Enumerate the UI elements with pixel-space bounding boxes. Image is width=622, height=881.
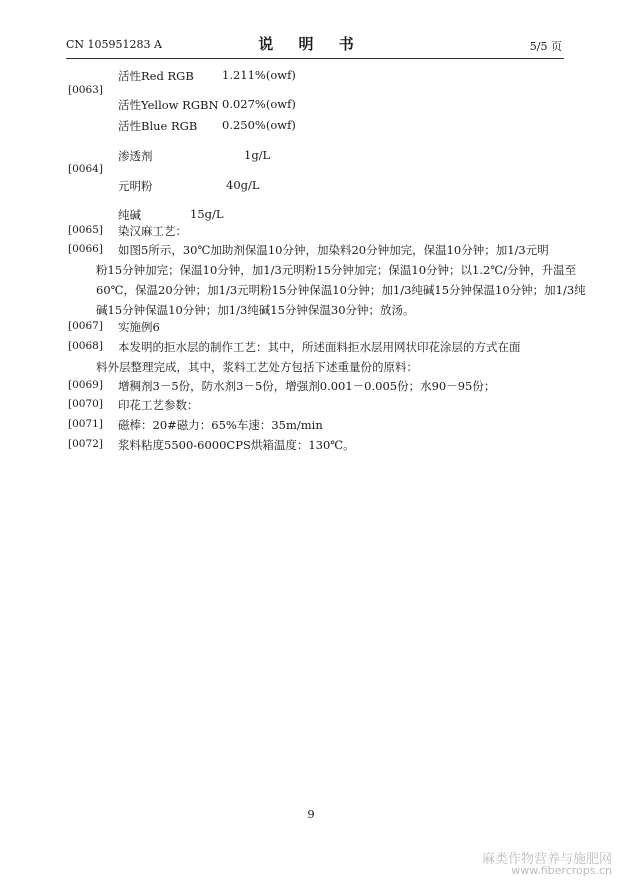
page-indicator: 5/5 页 (529, 40, 562, 53)
dye-yellow-name: 活性Yellow RGBN (118, 98, 219, 112)
watermark-title: 麻类作物营养与施肥网 (481, 852, 612, 867)
header-rule (66, 58, 564, 59)
para-tag-0071: [0071] (68, 418, 103, 430)
glauber-salt-value: 40g/L (226, 178, 260, 192)
para-tag-0070: [0070] (68, 398, 103, 410)
dye-blue-name: 活性Blue RGB (118, 119, 198, 133)
para-tag-0067: [0067] (68, 320, 103, 332)
dye-yellow-value: 0.027%(owf) (222, 97, 296, 111)
para-tag-0069: [0069] (68, 379, 103, 391)
para-tag-0066: [0066] (68, 243, 103, 255)
para-0066-line: 粉15分钟加完；保温10分钟，加1/3元明粉15分钟加完；保温10分钟；以1.2℃/分钟，升温至 (96, 263, 577, 277)
page-title: 说 明 书 (258, 35, 364, 53)
para-0066-line: 60℃，保温20分钟；加1/3元明粉15分钟保温10分钟；加1/3纯碱15分钟保温10分钟；加1/3纯 (96, 283, 586, 297)
para-0066-line: 碱15分钟保温10分钟；加1/3纯碱15分钟保温30分钟；放汤。 (96, 303, 415, 317)
dye-blue-value: 0.250%(owf) (222, 118, 296, 132)
watermark-url: www.fibercrops.cn (511, 864, 612, 877)
dye-red-value: 1.211%(owf) (222, 68, 296, 82)
penetrant-name: 渗透剂 (118, 149, 153, 163)
para-tag-0064: [0064] (68, 163, 103, 175)
para-0069-text: 增稠剂3－5份，防水剂3－5份，增强剂0.001－0.005份；水90－95份； (118, 379, 496, 393)
page-number: 9 (307, 807, 315, 821)
para-0066-line: 如图5所示，30℃加助剂保温10分钟，加染料20分钟加完，保温10分钟；加1/3元明 (118, 243, 549, 257)
para-tag-0068: [0068] (68, 340, 103, 352)
para-tag-0063: [0063] (68, 84, 103, 96)
penetrant-value: 1g/L (244, 148, 271, 162)
para-tag-0072: [0072] (68, 438, 103, 450)
para-0072-text: 浆料粘度5500-6000CPS烘箱温度：130℃。 (118, 438, 355, 452)
para-0067-text: 实施例6 (118, 320, 160, 334)
para-0068-line: 本发明的拒水层的制作工艺：其中，所述面料拒水层用网状印花涂层的方式在面 (118, 340, 521, 354)
para-0068-line: 料外层整理完成，其中，浆料工艺处方包括下述重量份的原料： (96, 360, 418, 374)
dye-red-name: 活性Red RGB (118, 69, 194, 83)
soda-ash-value: 15g/L (190, 207, 224, 221)
para-tag-0065: [0065] (68, 224, 103, 236)
para-0070-text: 印花工艺参数： (118, 398, 199, 412)
para-0071-text: 磁棒：20#磁力：65%车速：35m/min (118, 418, 323, 432)
soda-ash-name: 纯碱 (118, 208, 141, 222)
patent-number: CN 105951283 A (66, 38, 162, 51)
glauber-salt-name: 元明粉 (118, 179, 153, 193)
para-0065-text: 染汉麻工艺： (118, 224, 187, 238)
